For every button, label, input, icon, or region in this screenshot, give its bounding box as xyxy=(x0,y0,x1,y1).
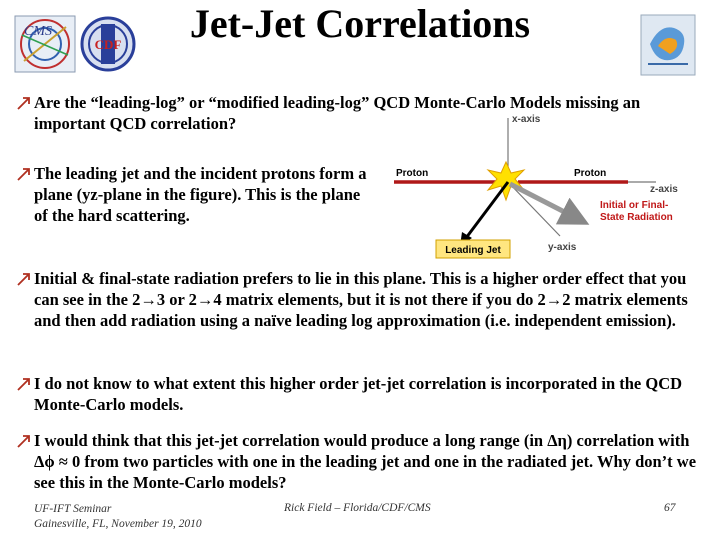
bullet-2 xyxy=(15,163,375,226)
cdf-logo-text: CDF xyxy=(94,37,122,52)
florida-logo xyxy=(640,14,696,76)
radiation-arrow xyxy=(510,184,584,222)
y-axis-line xyxy=(508,182,560,236)
bullet-arrow-icon xyxy=(15,373,35,393)
proton-right-label: Proton xyxy=(574,168,607,179)
bullet-arrow-icon xyxy=(15,92,35,112)
bullet-arrow-icon xyxy=(15,430,35,450)
radiation-label-line1: Initial or Final- xyxy=(600,200,669,211)
bullet-3-text: Initial & final-state radiation prefers to lie in this plane. This is a higher order effect that you can see in the 2→3 or 2→4 matrix elements, but it is not there if you do 2→2 matrix elements and then add radiation using a naïve leading log approximation (i.e. independent emission). xyxy=(34,269,688,330)
jet-plane-figure xyxy=(388,110,698,262)
bullet-5 xyxy=(15,430,705,493)
footer-seminar xyxy=(34,502,202,532)
cdf-logo xyxy=(80,14,136,74)
page-title: Jet-Jet Correlations xyxy=(189,1,531,46)
cms-logo-text: CMS xyxy=(24,24,52,39)
bullet-arrow-icon xyxy=(15,268,35,288)
cms-logo xyxy=(14,15,76,73)
bullet-2-text: The leading jet and the incident protons form a plane (yz-plane in the figure). This is the plane of the hard scattering. xyxy=(34,164,367,225)
leading-jet-label: Leading Jet xyxy=(445,245,501,256)
bullet-4 xyxy=(15,373,705,415)
bullet-4-text: I do not know to what extent this higher order jet-jet correlation is incorporated in the QCD Monte-Carlo models. xyxy=(34,374,683,414)
bullet-3 xyxy=(15,268,695,331)
page-number: 67 xyxy=(664,502,676,514)
bullet-arrow-icon xyxy=(15,163,35,183)
proton-left-label: Proton xyxy=(396,168,429,179)
footer-seminar-line1: UF-IFT Seminar xyxy=(34,503,112,515)
x-axis-label: x-axis xyxy=(512,114,541,125)
y-axis-label: y-axis xyxy=(548,242,577,253)
bullet-5-text: I would think that this jet-jet correlation would produce a long range (in Δη) correlation with Δϕ ≈ 0 from two particles with one in the leading jet and one in the radiated jet. Why don’t we see this in the Monte-Carlo models? xyxy=(34,431,697,492)
z-axis-label: z-axis xyxy=(650,184,678,195)
footer-author: Rick Field – Florida/CDF/CMS xyxy=(284,502,431,514)
radiation-label-line2: State Radiation xyxy=(600,212,673,223)
bullet-1-text: Are the “leading-log” or “modified leading-log” QCD Monte-Carlo Models missing an important QCD correlation? xyxy=(34,93,641,133)
footer-seminar-line2: Gainesville, FL, November 19, 2010 xyxy=(34,518,202,530)
leading-jet-arrow xyxy=(466,182,508,238)
